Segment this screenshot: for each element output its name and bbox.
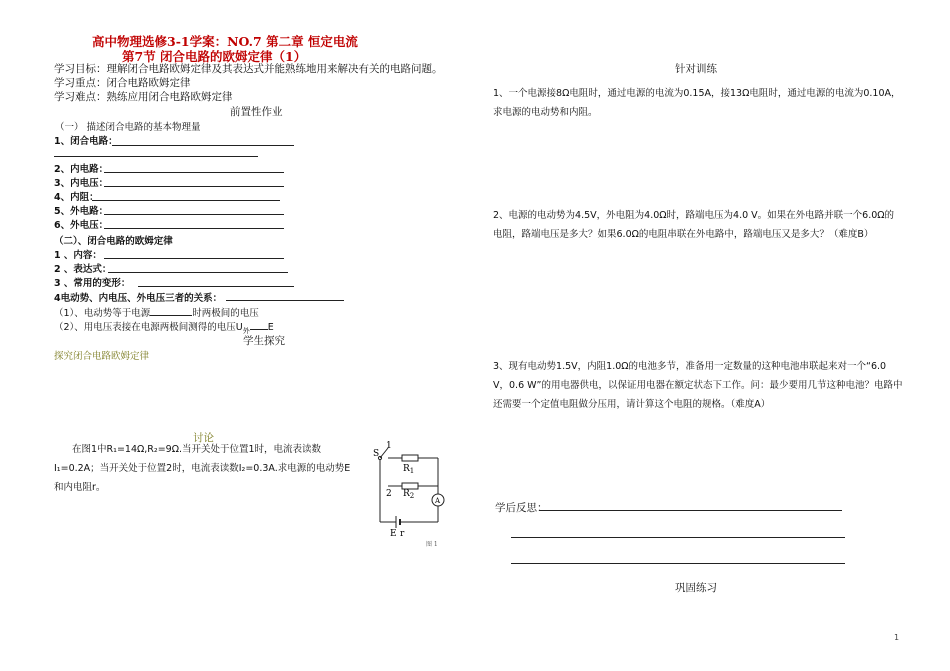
document-title: 高中物理选修3-1学案：NO.7 第二章 恒定电流 <box>92 34 358 49</box>
label-r1-sub: 1 <box>409 467 415 475</box>
figure-caption: 图 1 <box>426 541 438 548</box>
reflection-line <box>540 510 842 511</box>
label-2: 2 <box>386 489 392 499</box>
svg-text:R2 <box>403 489 414 500</box>
sub-item-2-pre: （2）、用电压表接在电源两极间测得的电压U <box>54 322 243 333</box>
sub-item-1 <box>54 304 259 319</box>
item-closed-circuit: 1、闭合电路： <box>54 136 118 147</box>
label-r2: R <box>403 489 410 499</box>
item-inner-voltage: 3、内电压： <box>54 178 109 189</box>
answer-line <box>92 200 280 201</box>
training-question-1: 1、一个电源接8Ω电阻时，通过电源的电流为0.15A，接13Ω电阻时，通过电源的电流为0.10A，求电源的电动势和内阻。 <box>493 88 901 118</box>
answer-line <box>104 186 284 187</box>
key-point: 学习重点：闭合电路欧姆定律 <box>54 77 191 89</box>
item-expression: 2 、表达式： <box>54 264 112 275</box>
item-content: 1 、内容： <box>54 250 102 261</box>
consolidation-heading: 巩固练习 <box>675 582 717 594</box>
resistor-r1 <box>402 455 418 461</box>
answer-line <box>112 145 294 146</box>
sub-item-2-post: E <box>267 322 274 333</box>
sub-item-1-pre: （1）、电动势等于电源 <box>54 308 151 319</box>
explore-subheading: 探究闭合电路欧姆定律 <box>54 351 150 362</box>
item-inner-circuit: 2、内电路： <box>54 164 109 175</box>
answer-line <box>104 214 284 215</box>
item-variants: 3 、常用的变形： <box>54 278 131 289</box>
item-outer-circuit: 5、外电路： <box>54 206 109 217</box>
preview-section2: （二）、闭合电路的欧姆定律 <box>54 236 173 247</box>
preview-heading: 前置性作业 <box>230 106 283 118</box>
section-title: 第7节 闭合电路的欧姆定律（1） <box>122 49 307 64</box>
answer-line <box>226 300 344 301</box>
learning-objective: 学习目标：理解闭合电路欧姆定律及其表达式并能熟练地用来解决有关的电路问题。 <box>54 63 443 75</box>
answer-line <box>104 228 284 229</box>
item-inner-resistance: 4、内阻： <box>54 192 99 203</box>
svg-text:R1 <box>403 464 414 475</box>
blank-line <box>150 304 192 316</box>
label-r2-sub: 2 <box>409 492 415 500</box>
preview-section1: （一） 描述闭合电路的基本物理量 <box>55 122 201 133</box>
label-e: E <box>390 529 397 539</box>
label-1: 1 <box>386 441 392 451</box>
label-s: S <box>373 449 380 459</box>
discussion-heading: 讨论 <box>193 432 214 444</box>
answer-line <box>104 258 284 259</box>
difficulty: 学习难点：熟练应用闭合电路欧姆定律 <box>54 91 233 103</box>
answer-line <box>108 272 288 273</box>
explore-heading: 学生探究 <box>243 335 285 347</box>
answer-line <box>104 172 284 173</box>
answer-line <box>138 286 294 287</box>
discussion-text: 在图1中R₁=14Ω,R₂=9Ω.当开关处于位置1时，电流表读数I₁=0.2A；当开关处于位置2时，电流表读数I₂=0.3A.求电源的电动势E和内电阻r。 <box>54 444 351 493</box>
reflection-line <box>511 563 845 564</box>
sub-item-2 <box>54 318 274 336</box>
item-relation: 4电动势、内电压、外电压三者的关系： <box>54 293 223 304</box>
item-outer-voltage: 6、外电压： <box>54 220 109 231</box>
reflection-line <box>511 537 845 538</box>
answer-line <box>54 156 258 157</box>
training-question-2: 2、电源的电动势为4.5V，外电阻为4.0Ω时，路端电压为4.0 V。如果在外电路并联一个6.0Ω的电阻，路端电压是多大？如果6.0Ω的电阻串联在外电路中，路端电压又是多大？（难度B） <box>493 210 895 240</box>
sub-item-2-subscript: 外 <box>242 326 250 335</box>
reflection-label: 学后反思： <box>495 502 548 514</box>
label-r1: R <box>403 464 410 474</box>
circuit-diagram <box>366 438 456 548</box>
page-number: 1 <box>894 633 900 642</box>
sub-item-1-post: 时两极间的电压 <box>192 308 259 319</box>
label-a: A <box>435 497 441 505</box>
blank-line <box>250 318 268 330</box>
training-heading: 针对训练 <box>675 63 717 75</box>
training-question-3: 3、现有电动势1.5V，内阻1.0Ω的电池多节，准备用一定数量的这种电池串联起来对一个“6.0 V，0.6 W”的用电器供电，以保证用电器在额定状态下工作。问：最少要用几节这种电池？电路中还需要一个定值电阻做分压用，请计算这个电阻的规格。（难度A） <box>493 361 903 410</box>
label-r: r <box>400 529 405 539</box>
